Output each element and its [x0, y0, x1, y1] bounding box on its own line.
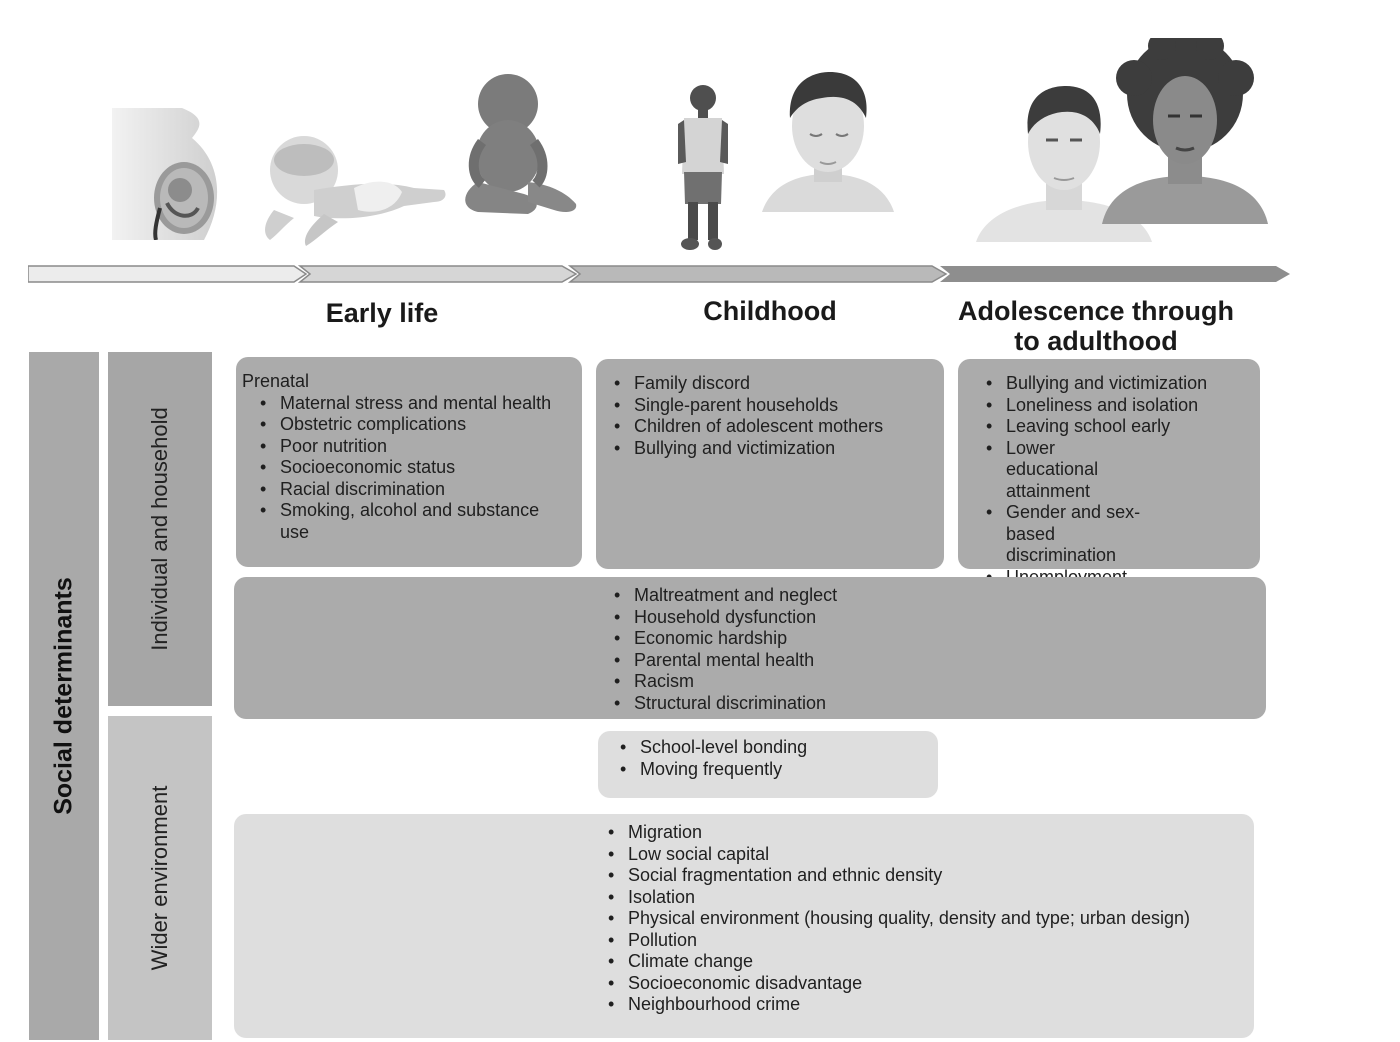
list-item: • Children of adolescent mothers: [610, 416, 932, 438]
list-item: • Lower educational attainment: [982, 438, 1150, 503]
list-item: • Racial discrimination: [256, 479, 568, 501]
child-portrait-icon: [762, 70, 894, 212]
box-early-life-list: [256, 393, 568, 544]
list-item: • Loneliness and isolation: [982, 395, 1150, 417]
stage-early-life: Early life: [325, 298, 439, 328]
social-determinants-label: [29, 352, 99, 1040]
list-item: • Gender and sex-based discrimination: [982, 502, 1150, 567]
individual-household-label: [108, 352, 212, 706]
box-early-life: [236, 357, 582, 567]
box-adolescence: [958, 359, 1260, 569]
box-wider-environment: [234, 814, 1254, 1038]
list-item: • Bullying and victimization: [610, 438, 932, 460]
list-item: • Physical environment (housing quality, density and type; urban design): [604, 908, 1254, 930]
list-item: • Neighbourhood crime: [604, 994, 1254, 1016]
list-item: • Climate change: [604, 951, 1254, 973]
box-household-all-stages: [234, 577, 1266, 719]
list-item: • Social fragmentation and ethnic density: [604, 865, 1254, 887]
stage-adolescence: Adolescence through to adulthood: [957, 296, 1235, 356]
list-item: • Pollution: [604, 930, 1254, 952]
wider-environment-label: [108, 716, 212, 1040]
list-item: • School-level bonding: [616, 737, 938, 759]
list-item: • Moving frequently: [616, 759, 938, 781]
crawling-baby-icon: [254, 130, 450, 250]
pregnancy-icon: [112, 108, 222, 240]
list-item: • Bullying and victimization: [982, 373, 1150, 395]
box-adolescence-list: [982, 373, 1208, 588]
young-woman-portrait-icon: [1102, 38, 1268, 224]
list-item: • Parental mental health: [610, 650, 1266, 672]
standing-child-icon: [676, 84, 730, 252]
wider-environment-text: Wider environment: [147, 785, 172, 971]
list-item: • Migration: [604, 822, 1254, 844]
list-item: • Racism: [610, 671, 1266, 693]
list-item: • Leaving school early: [982, 416, 1150, 438]
list-item: • Maltreatment and neglect: [610, 585, 1266, 607]
list-item: • Low social capital: [604, 844, 1254, 866]
box-childhood-list: [610, 373, 932, 459]
list-item: • Structural discrimination: [610, 693, 1266, 715]
list-item: • Socioeconomic status: [256, 457, 568, 479]
list-item: • Maternal stress and mental health: [256, 393, 568, 415]
list-item: • Socioeconomic disadvantage: [604, 973, 1254, 995]
list-item: • Family discord: [610, 373, 932, 395]
box-household-all-list: [610, 585, 1266, 714]
list-item: • Economic hardship: [610, 628, 1266, 650]
box-school: [598, 731, 938, 798]
box-early-life-lead: Prenatal: [242, 371, 310, 391]
list-item: • Smoking, alcohol and substance use: [256, 500, 568, 543]
list-item: • Single-parent households: [610, 395, 932, 417]
box-wider-list: [604, 822, 1254, 1016]
list-item: • Household dysfunction: [610, 607, 1266, 629]
box-school-list: [616, 737, 938, 780]
list-item: • Obstetric complications: [256, 414, 568, 436]
stage-childhood: Childhood: [703, 296, 837, 326]
social-determinants-text: Social determinants: [49, 577, 78, 815]
individual-household-text: Individual and household: [147, 407, 172, 651]
list-item: • Isolation: [604, 887, 1254, 909]
box-childhood: [596, 359, 944, 569]
sitting-baby-icon: [458, 72, 582, 218]
timeline-arrow: [28, 262, 1292, 286]
list-item: • Poor nutrition: [256, 436, 568, 458]
